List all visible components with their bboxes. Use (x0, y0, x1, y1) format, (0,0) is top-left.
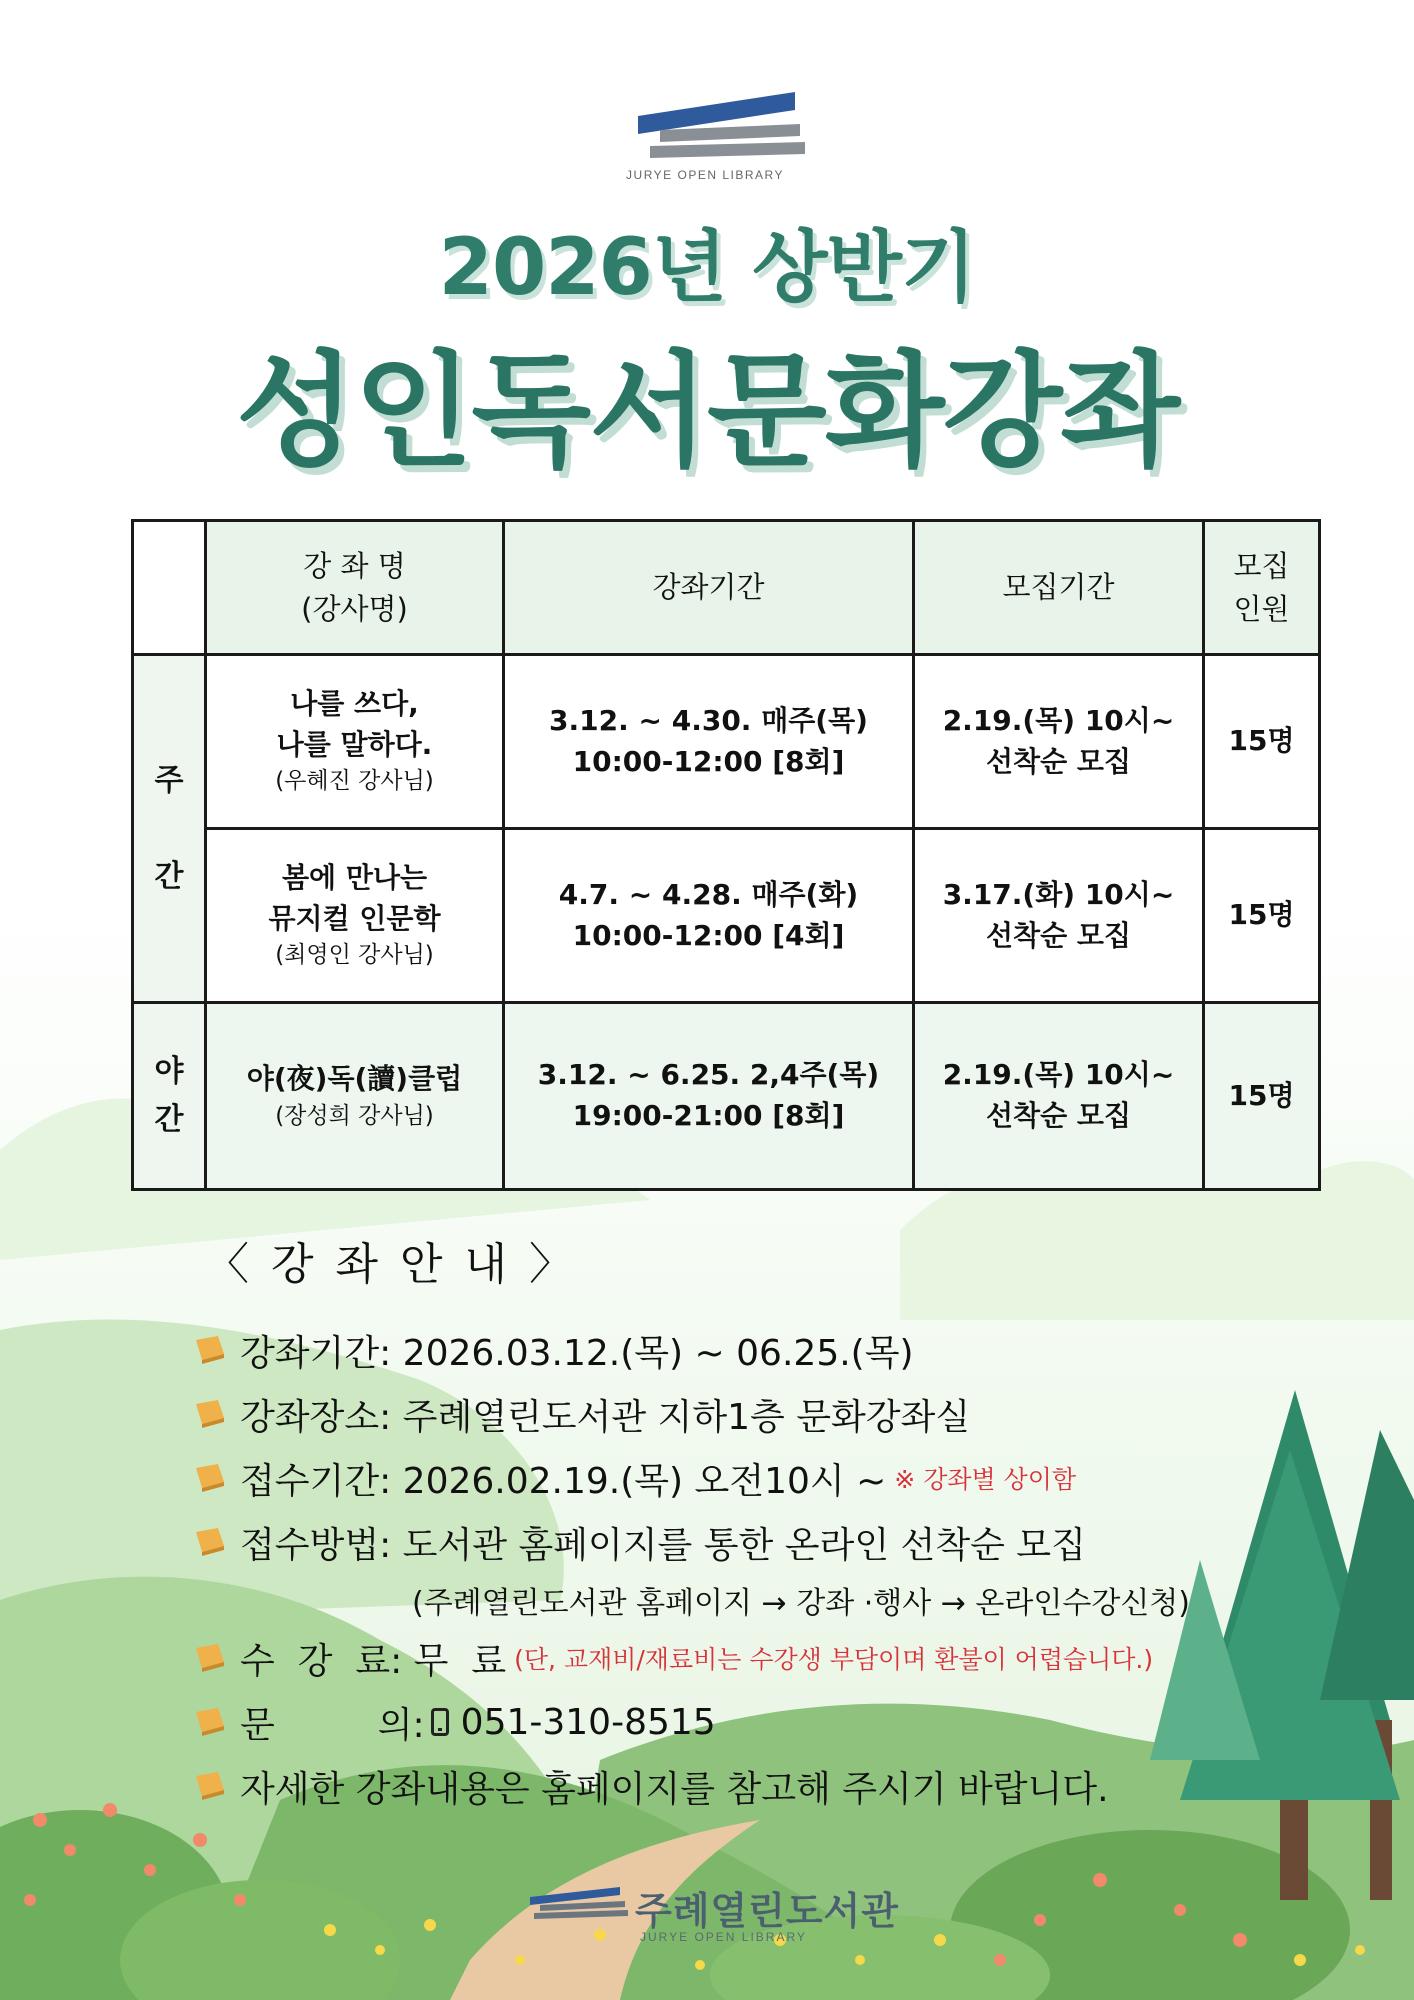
header-recruit: 모집기간 (914, 521, 1204, 655)
capacity-cell: 15명 (1204, 1003, 1320, 1190)
header-course-sub: (강사명) (301, 591, 408, 626)
course-title: 나를 쓰다, (290, 687, 419, 721)
info-item-period (192, 1318, 1342, 1382)
course-title: 봄에 만나는 (282, 861, 427, 895)
info-text: 강좌기간: 2026.03.12.(목) ~ 06.25.(목) (240, 1332, 914, 1374)
period-dates: 3.12. ~ 4.30. 매주(목) (549, 703, 868, 737)
info-heading: 〈 강 좌 안 내 〉 (205, 1239, 577, 1290)
info-text: 자세한 강좌내용은 홈페이지를 참고해 주시기 바랍니다. (240, 1768, 1109, 1810)
group-daytime-2: 간 (154, 858, 184, 894)
group-nighttime (133, 1003, 206, 1190)
period-cell (504, 655, 914, 829)
info-item-registration (192, 1446, 1342, 1510)
logo-text: JURYE OPEN LIBRARY (626, 168, 784, 182)
course-cell (206, 1003, 504, 1190)
table-row (133, 829, 1320, 1003)
course-instructor: (장성희 강사님) (275, 1102, 434, 1129)
info-item-contact (192, 1690, 1342, 1754)
info-text: 접수방법: 도서관 홈페이지를 통한 온라인 선착순 모집 (240, 1524, 1086, 1566)
header-capacity-1: 모집 (1233, 549, 1290, 584)
info-note: ※ 강좌별 상이함 (894, 1465, 1077, 1494)
recruit-date: 2.19.(목) 10시~ (942, 1058, 1175, 1092)
book-icon (192, 1770, 228, 1802)
phone-icon (431, 1708, 449, 1736)
table-row (133, 1003, 1320, 1190)
recruit-cell (914, 1003, 1204, 1190)
course-instructor: (최영인 강사님) (275, 942, 434, 969)
book-icon (192, 1398, 228, 1430)
capacity-cell: 15명 (1204, 655, 1320, 829)
book-icon (192, 1334, 228, 1366)
period-dates: 4.7. ~ 4.28. 매주(화) (558, 877, 859, 911)
recruit-method: 선착순 모집 (986, 744, 1131, 778)
info-list (192, 1318, 1342, 1818)
header-course (206, 521, 504, 655)
footer-library-sub: JURYE OPEN LIBRARY (640, 1930, 807, 1944)
info-text: 접수기간: 2026.02.19.(목) 오전10시 ~ (240, 1460, 887, 1502)
header-capacity (1204, 521, 1320, 655)
footer-library-name: 주례열린도서관 (635, 1889, 899, 1933)
info-item-method (192, 1510, 1342, 1574)
course-table (131, 519, 1321, 1191)
recruit-method: 선착순 모집 (986, 918, 1131, 952)
period-cell (504, 829, 914, 1003)
table-row (133, 655, 1320, 829)
info-note: (단, 교재비/재료비는 수강생 부담이며 환불이 어렵습니다.) (514, 1645, 1154, 1674)
group-nighttime-2: 간 (154, 1102, 184, 1137)
course-instructor: (우혜진 강사님) (275, 768, 434, 795)
period-dates: 3.12. ~ 6.25. 2,4주(목) (537, 1058, 880, 1092)
recruit-cell (914, 829, 1204, 1003)
recruit-method: 선착순 모집 (986, 1099, 1131, 1132)
capacity-cell: 15명 (1204, 829, 1320, 1003)
book-icon (192, 1642, 228, 1674)
period-cell (504, 1003, 914, 1190)
info-item-place (192, 1382, 1342, 1446)
info-text: 강좌장소: 주례열린도서관 지하1층 문화강좌실 (240, 1396, 971, 1438)
book-icon (192, 1462, 228, 1494)
course-title: 나를 말하다. (276, 727, 433, 761)
contact-phone[interactable]: 051-310-8515 (460, 1701, 716, 1743)
header-course-label: 강 좌 명 (303, 549, 406, 584)
book-icon (192, 1706, 228, 1738)
group-daytime (133, 655, 206, 1003)
course-cell (206, 655, 504, 829)
recruit-cell (914, 655, 1204, 829)
header-period: 강좌기간 (504, 521, 914, 655)
group-nighttime-1: 야 (154, 1054, 184, 1089)
info-text: 문 의: (240, 1704, 425, 1746)
info-item-fee (192, 1626, 1342, 1690)
table-corner-cell (133, 521, 206, 655)
info-text: 수 강 료: 무 료 (240, 1640, 507, 1682)
table-header-row (133, 521, 1320, 655)
course-cell (206, 829, 504, 1003)
info-method-detail: (주례열린도서관 홈페이지 → 강좌 ·행사 → 온라인수강신청) (412, 1586, 1190, 1621)
period-time: 10:00-12:00 [8회] (572, 744, 845, 778)
recruit-date: 3.17.(화) 10시~ (942, 877, 1175, 911)
course-title: 야(夜)독(讀)클럽 (246, 1062, 463, 1096)
header-capacity-2: 인원 (1233, 591, 1290, 626)
period-time: 19:00-21:00 [8회] (572, 1099, 845, 1132)
book-icon (192, 1526, 228, 1558)
sub-title: 2026년 상반기 (438, 223, 976, 313)
group-daytime-1: 주 (154, 762, 184, 798)
course-title: 뮤지컬 인문학 (268, 901, 441, 935)
page-title: 성인독서문화강좌 (235, 340, 1179, 484)
period-time: 10:00-12:00 [4회] (572, 918, 845, 952)
recruit-date: 2.19.(목) 10시~ (942, 703, 1175, 737)
info-item-homepage (192, 1754, 1342, 1818)
